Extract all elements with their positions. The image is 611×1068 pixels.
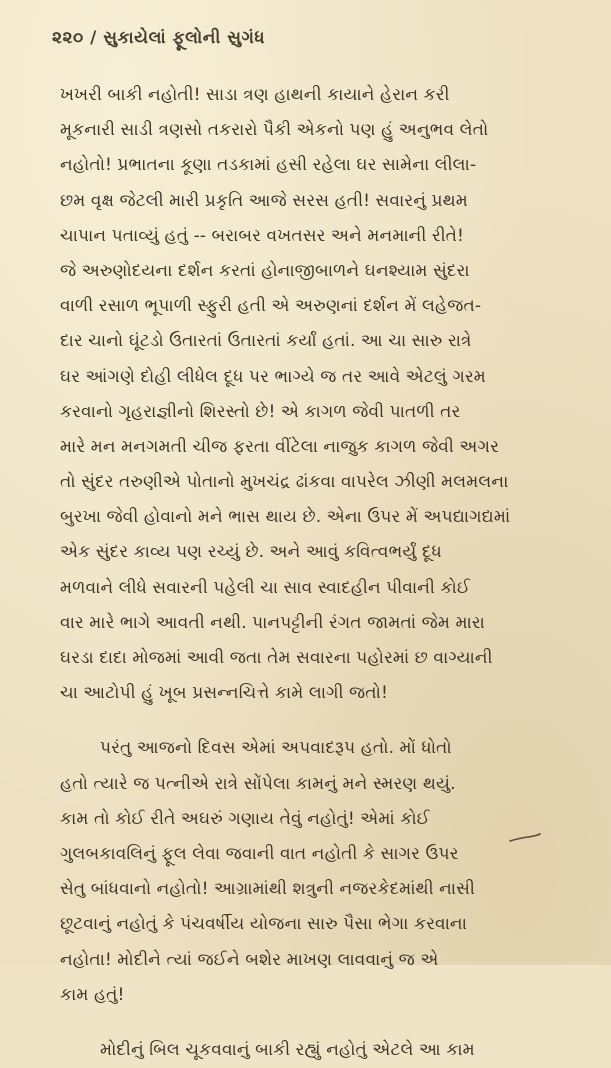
text-line: મળવાને લીધે સવારની પહેલી ચા સાવ સ્વાદહીન પીવાની કોઈ <box>60 577 471 598</box>
paragraph-gap <box>60 1013 575 1033</box>
text-line: ચાપાન પતાવ્યું હતું -- બરાબર વખતસર અને મનમાની રીતે! <box>60 225 464 246</box>
text-line: છમ વૃક્ષ જેટલી મારી પ્રકૃતિ આજે સરસ હતી! સવારનું પ્રથમ <box>60 190 468 211</box>
paragraph <box>60 1033 575 1068</box>
text-line: કરવાનો ગૃહરાજ્ઞીનો શિરસ્તો છે! એ કાગળ જેવી પાતળી તર <box>60 401 461 422</box>
pen-flourish-icon <box>508 833 542 843</box>
text-line: વાર મારે ભાગે આવતી નથી. પાનપટ્ટીની રંગત જામતાં જેમ મારા <box>60 612 485 633</box>
text-line: વાળી રસાળ ભૂપાળી સ્ફુરી હતી એ અરુણનાં દર્શન મેં લહેજત- <box>60 296 482 317</box>
text-line: મારે મન મનગમતી ચીજ ફરતા વીંટેલા નાજુક કાગળ જેવી અગર <box>60 436 499 457</box>
paragraph <box>60 78 575 711</box>
text-line: કામ તો કોઈ રીતે અઘરું ગણાય તેવું નહોતું! એમાં કોઈ <box>60 808 430 829</box>
paragraph-gap <box>60 711 575 731</box>
body-text <box>60 78 575 1068</box>
text-line: ચા આટોપી હું ખૂબ પ્રસન્નચિત્તે કામે લાગી જતો! <box>60 683 388 704</box>
text-line: બુરખા જેવી હોવાનો મને ભાસ થાય છે. એના ઉપર મેં અપદ્યાગદ્યમાં <box>60 507 511 528</box>
text-line: નહોતા! મોદીને ત્યાં જઈને બશેર માખણ લાવવાનું જ એ <box>60 949 439 970</box>
text-line: મોદીનું બિલ ચૂકવવાનું બાકી રહ્યું નહોતું એટલે આ કામ <box>100 1039 475 1060</box>
text-line: નહોતો! પ્રભાતના કૂણા તડકામાં હસી રહેલા ઘર સામેના લીલા- <box>60 155 477 176</box>
text-line: સેતુ બાંધવાનો નહોતો! આગ્રામાંથી શત્રુની નજરકેદમાંથી નાસી <box>60 879 475 900</box>
text-line: હતો ત્યારે જ પત્નીએ રાત્રે સોંપેલા કામનું મને સ્મરણ થયું. <box>60 773 456 794</box>
text-line: ગુલબકાવલિનું ફૂલ લેવા જવાની વાત નહોતી કે સાગર ઉપર <box>60 843 459 864</box>
text-line: ખખરી બાકી નહોતી! સાડા ત્રણ હાથની કાયાને હેરાન કરી <box>60 85 450 105</box>
running-head: ૨૨૦ / સુકાયેલાં ફૂલોની સુગંધ <box>52 28 266 48</box>
text-line: છૂટવાનું નહોતું કે પંચવર્ષીય યોજના સારુ પૈસા ભેગા કરવાના <box>60 914 467 935</box>
text-line: પરંતુ આજનો દિવસ એમાં અપવાદરૂપ હતો. મોં ધોતો <box>100 738 452 759</box>
text-line: દાર ચાનો ઘૂંટડો ઉતારતાં ઉતારતાં કર્યાં હતાં. આ ચા સારુ રાત્રે <box>60 331 472 352</box>
text-line: તો સુંદર તરુણીએ પોતાનો મુખચંદ્ર ઢાંકવા વાપરેલ ઝીણી મલમલના <box>60 472 509 493</box>
text-line: જે અરુણોદયના દર્શન કરતાં હોનાજીબાળને ઘનશ્યામ સુંદરા <box>60 260 470 281</box>
text-line: ઘર આંગણે દોહી લીધેલ દૂધ પર ભાગ્યે જ તર આવે એટલું ગરમ <box>60 366 486 387</box>
paragraph <box>60 731 575 1013</box>
text-line: મૂકનારી સાડી ત્રણસો તકરારો પૈકી એકનો પણ હું અનુભવ લેતો <box>60 120 489 141</box>
text-line: કામ હતું! <box>60 984 125 1005</box>
text-line: ઘરડા દાદા મોજમાં આવી જતા તેમ સવારના પહોરમાં છ વાગ્યાની <box>60 648 493 668</box>
text-line: એક સુંદર કાવ્ય પણ રચ્યું છે. અને આવું કવિત્વભર્યું દૂધ <box>60 542 442 563</box>
